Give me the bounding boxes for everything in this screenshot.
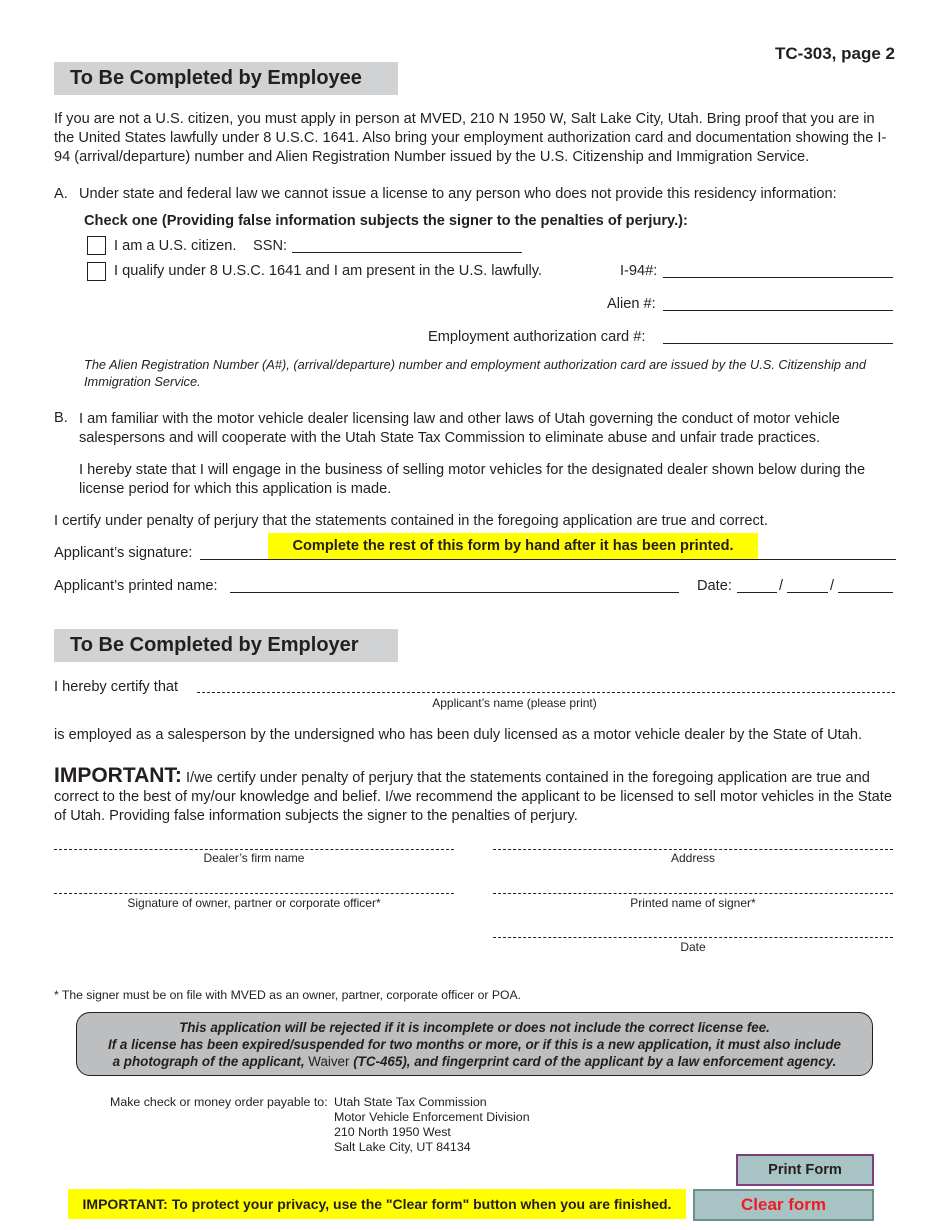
payable-to-label: Make check or money order payable to: — [110, 1095, 328, 1109]
complete-by-hand-notice: Complete the rest of this form by hand after it has been printed. — [268, 533, 758, 559]
payee-line-1: Utah State Tax Commission — [334, 1095, 487, 1109]
ssn-field[interactable] — [292, 252, 522, 253]
rejection-line-2: If a license has been expired/suspended for two months or more, or if this is a new application, it must also include — [108, 1037, 841, 1052]
i94-label: I-94#: — [620, 263, 658, 279]
date-day-field[interactable] — [787, 592, 828, 593]
firm-name-caption: Dealer’s firm name — [203, 851, 305, 865]
printed-signer-field[interactable] — [493, 893, 893, 894]
lawful-presence-checkbox[interactable] — [87, 262, 106, 281]
date-slash-2: / — [830, 578, 835, 594]
lawful-presence-label: I qualify under 8 U.S.C. 1641 and I am present in the U.S. lawfully. — [114, 263, 543, 279]
applicant-name-field[interactable] — [197, 692, 895, 693]
ead-label: Employment authorization card #: — [428, 329, 646, 345]
date-slash-1: / — [779, 578, 784, 594]
citizen-checkbox[interactable] — [87, 236, 106, 255]
printed-signer-caption: Printed name of signer* — [630, 896, 756, 910]
address-caption: Address — [670, 851, 716, 865]
section-a-letter: A. — [54, 186, 68, 202]
certify-that-label: I hereby certify that — [54, 679, 179, 695]
intro-paragraph: If you are not a U.S. citizen, you must apply in person at MVED, 210 N 1950 W, Salt Lake City, Utah. Bring proof that you are in the United States lawfully under 8 U.S.C. 1641. Also bring your employment authorization card and documentation showing the I-94 (arrival/departure) number and Alien Registration Number issued by the U.S. Citizenship and Immigration Service. — [54, 111, 887, 165]
date-label: Date: — [697, 578, 732, 594]
section-b-text-2: I hereby state that I will engage in the business of selling motor vehicles for the designated dealer shown below during the license period for which this application is made. — [79, 462, 866, 497]
signer-footnote: * The signer must be on file with MVED as an owner, partner, corporate officer or POA. — [54, 988, 521, 1002]
ssn-label: SSN: — [253, 238, 288, 254]
rejection-line-3 — [87, 1053, 862, 1070]
date-month-field[interactable] — [737, 592, 777, 593]
signature-label: Applicant’s signature: — [54, 545, 193, 561]
section-b-letter: B. — [54, 410, 68, 426]
check-one-instruction: Check one (Providing false information subjects the signer to the penalties of perjury.): — [84, 213, 688, 229]
signature-field[interactable] — [200, 559, 896, 560]
owner-signature-field[interactable] — [54, 893, 454, 894]
rejection-line-3a: a photograph of the applicant, — [112, 1054, 305, 1069]
payee-line-2: Motor Vehicle Enforcement Division — [334, 1110, 530, 1124]
privacy-notice: IMPORTANT: To protect your privacy, use the "Clear form" button when you are finished. — [68, 1189, 686, 1219]
employer-section-heading: To Be Completed by Employer — [54, 629, 398, 662]
alien-registration-note: The Alien Registration Number (A#), (arrival/departure) number and employment authorization card are issued by the U.S. Citizenship and Immigration Service. — [84, 357, 866, 389]
form-id: TC-303, page 2 — [775, 44, 895, 63]
rejection-notice — [76, 1012, 873, 1076]
important-word: IMPORTANT: — [54, 764, 182, 787]
citizen-label: I am a U.S. citizen. — [114, 238, 237, 254]
rejection-line-1: This application will be rejected if it is incomplete or does not include the correct license fee. — [179, 1020, 770, 1035]
applicant-name-caption: Applicant’s name (please print) — [432, 696, 597, 710]
section-b-text-1: I am familiar with the motor vehicle dealer licensing law and other laws of Utah governing the conduct of motor vehicle salespersons and will cooperate with the Utah State Tax Commission to eliminate abuse and unfair trade practices. — [79, 411, 840, 446]
date-year-field[interactable] — [838, 592, 893, 593]
clear-form-button[interactable]: Clear form — [693, 1189, 874, 1221]
address-field[interactable] — [493, 849, 893, 850]
employer-date-field[interactable] — [493, 937, 893, 938]
certify-statement: I certify under penalty of perjury that the statements contained in the foregoing application are true and correct. — [54, 513, 768, 529]
print-form-button[interactable]: Print Form — [736, 1154, 874, 1186]
printed-name-label: Applicant’s printed name: — [54, 578, 218, 594]
payee-address — [334, 1095, 530, 1155]
i94-field[interactable] — [663, 277, 893, 278]
ead-field[interactable] — [663, 343, 893, 344]
alien-number-field[interactable] — [663, 310, 893, 311]
payee-line-3: 210 North 1950 West — [334, 1125, 451, 1139]
payee-line-4: Salt Lake City, UT 84134 — [334, 1140, 471, 1154]
rejection-line-3c: (TC-465), and fingerprint card of the applicant by a law enforcement agency. — [353, 1054, 837, 1069]
alien-number-label: Alien #: — [607, 296, 656, 312]
section-a-text: Under state and federal law we cannot issue a license to any person who does not provide this residency information: — [79, 186, 837, 202]
important-paragraph — [54, 766, 896, 826]
firm-name-field[interactable] — [54, 849, 454, 850]
printed-name-field[interactable] — [230, 592, 679, 593]
employed-statement: is employed as a salesperson by the undersigned who has been duly licensed as a motor vehicle dealer by the State of Utah. — [54, 727, 863, 743]
owner-signature-caption: Signature of owner, partner or corporate officer* — [127, 896, 381, 910]
employee-section-heading: To Be Completed by Employee — [54, 62, 398, 95]
waiver-word: Waiver — [308, 1054, 350, 1069]
employer-date-caption: Date — [680, 940, 706, 954]
important-text: I/we certify under penalty of perjury that the statements contained in the foregoing application are true and correct to the best of my/our knowledge and belief. I/we recommend the applicant to be licensed to sell motor vehicles in the State of Utah. Providing false information subjects the signer to the penalties of perjury. — [54, 770, 892, 824]
